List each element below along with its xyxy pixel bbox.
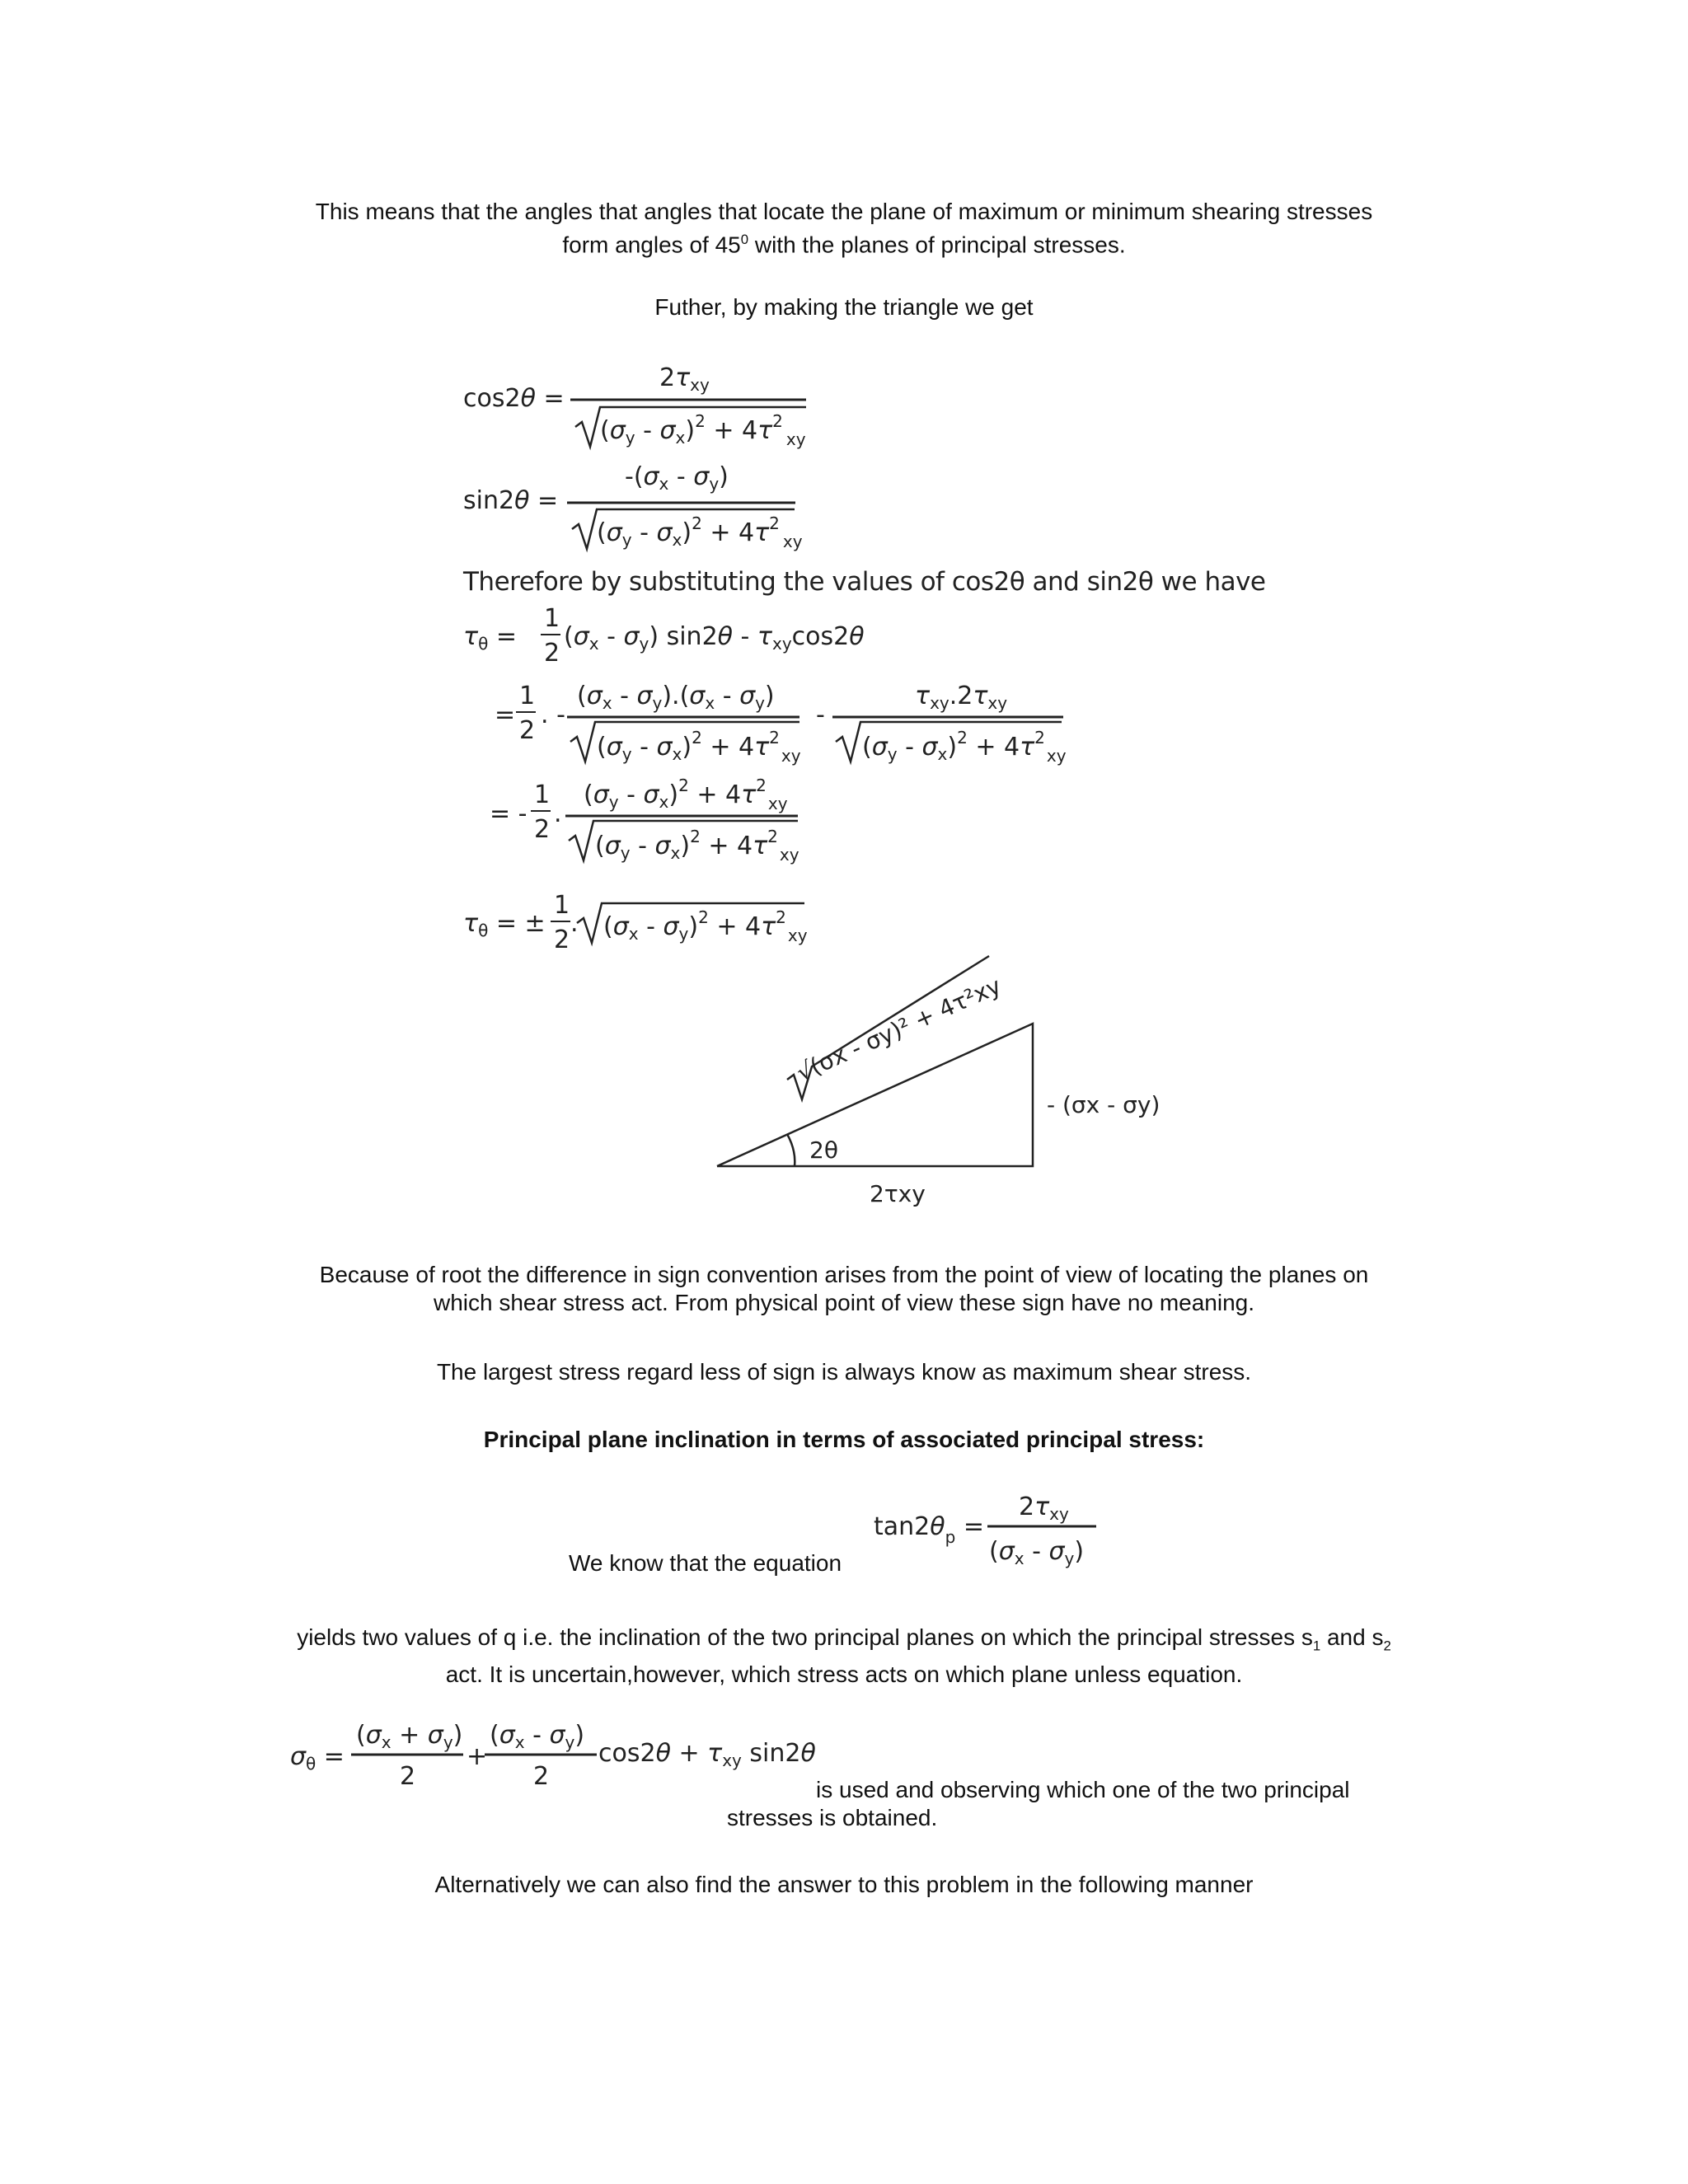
eq-sigma-tail: $\cos 2\theta + \tau_{xy}$ sin2θ xyxy=(598,1739,816,1770)
paragraph-two-values xyxy=(231,1624,1457,1689)
fraction-den: 2 xyxy=(554,926,570,954)
fraction-num: 1 xyxy=(519,682,536,710)
paragraph-is-used xyxy=(692,1776,1517,1832)
eq-sin2theta-num: $-(\sigma_x - \sigma_y)$ xyxy=(625,462,729,494)
superscript: 0 xyxy=(740,232,749,247)
eq-line2-minus: - xyxy=(816,701,825,729)
triangle-vertical-label: - (σx - σy) xyxy=(1047,1091,1160,1118)
eq-line2-dot: . - xyxy=(541,701,565,729)
fraction-num: 1 xyxy=(534,780,551,809)
eq-tan-num: $2\tau_{xy}$ xyxy=(1019,1493,1069,1524)
paragraph-line: is used and observing which one of the two principal xyxy=(816,1777,1350,1802)
eq-line4-dot: . xyxy=(570,909,579,938)
eq-tau-theta-line1-rhs: $(\sigma_x - \sigma_y)$ $\sin 2\theta - \tau_{xy}\cos 2\theta$ xyxy=(564,622,865,654)
eq-sigma-den1: 2 xyxy=(400,1762,416,1791)
eq-sigma-num2: $(\sigma_x - \sigma_y)$ xyxy=(490,1721,585,1752)
equation-block xyxy=(453,354,1266,956)
paragraph-principal-angle-intro xyxy=(206,198,1482,259)
section-heading: Principal plane inclination in terms of associated principal stress: xyxy=(483,1427,1205,1452)
text-span: with the planes of principal stresses. xyxy=(748,232,1126,258)
eq-cos2theta-lhs: cos2θ = xyxy=(463,384,565,413)
paragraph-sign-convention xyxy=(206,1261,1482,1317)
fraction-den: 2 xyxy=(534,815,551,844)
eq-line2-num1: $(\sigma_x - \sigma_y).(\sigma_x - \sigma_y)$ xyxy=(577,682,775,713)
eq-line4-lhs: $\tau_\theta$ = ± xyxy=(463,909,546,940)
triangle-hypotenuse-label: √(σx - σy)² + 4τ²xy xyxy=(792,972,1006,1087)
eq-therefore-line: Therefore by substituting the values of cos2θ and sin2θ we have xyxy=(463,567,1266,597)
eq-line3-dot: . xyxy=(554,799,562,828)
triangle-angle-label: 2θ xyxy=(809,1137,838,1164)
fraction-den: 2 xyxy=(519,716,536,745)
eq-sigma-plus: + xyxy=(467,1742,488,1771)
paragraph-line xyxy=(206,226,1482,259)
subscript: 2 xyxy=(1383,1638,1391,1654)
triangle-diagram xyxy=(709,956,1203,1220)
paragraph-line xyxy=(231,1624,1457,1661)
eq-sigma-lhs: $\sigma_\theta$ = xyxy=(290,1742,345,1774)
eq-line3-den: $(\sigma_y - \sigma_x)^2 + 4\tau^2_{xy}$ xyxy=(595,827,799,865)
text-span: yields two values of q i.e. the inclination of the two principal planes on which the principal stresses s xyxy=(297,1624,1313,1650)
paragraph-largest-stress: The largest stress regard less of sign is always know as maximum shear stress. xyxy=(436,1359,1252,1385)
eq-cos2theta-den: $(\sigma_y - \sigma_x)^2 + 4\tau^2_{xy}$ xyxy=(600,411,806,449)
paragraph-line: act. It is uncertain,however, which stress acts on which plane unless equation. xyxy=(445,1661,1243,1687)
tan2thetap-equation xyxy=(865,1483,1113,1582)
paragraph-alternatively: Alternatively we can also find the answer to this problem in the following manner xyxy=(434,1872,1254,1897)
eq-tan-lhs: $\tan 2\theta_p$ = xyxy=(874,1512,984,1547)
eq-cos2theta-num: $2\tau_{xy}$ xyxy=(659,363,710,395)
eq-line2-den1: $(\sigma_y - \sigma_x)^2 + 4\tau^2_{xy}$ xyxy=(597,728,801,766)
eq-line3-num: $(\sigma_y - \sigma_x)^2 + 4\tau^2_{xy}$ xyxy=(584,776,788,813)
angle-arc xyxy=(787,1134,795,1166)
subscript: 1 xyxy=(1312,1638,1321,1654)
eq-line2-equals: = xyxy=(495,701,516,729)
text-span: form angles of 45 xyxy=(562,232,741,258)
fraction-num: 1 xyxy=(544,604,560,633)
paragraph-triangle-intro: Futher, by making the triangle we get xyxy=(654,294,1034,320)
fraction-den: 2 xyxy=(544,639,560,668)
fraction-num: 1 xyxy=(554,891,570,920)
paragraph-line: Because of root the difference in sign convention arises from the point of view of locating the planes on xyxy=(319,1262,1369,1287)
eq-line2-den2: $(\sigma_y - \sigma_x)^2 + 4\tau^2_{xy}$ xyxy=(862,728,1067,766)
eq-line3-equals: = - xyxy=(490,799,528,828)
eq-sin2theta-den: $(\sigma_y - \sigma_x)^2 + 4\tau^2_{xy}$ xyxy=(597,513,803,551)
paragraph-we-know: We know that the equation xyxy=(569,1550,842,1576)
triangle-base-label: 2τxy xyxy=(870,1180,926,1207)
paragraph-line: stresses is obtained. xyxy=(727,1805,938,1830)
eq-sigma-den2: 2 xyxy=(533,1762,550,1791)
text-span: and s xyxy=(1320,1624,1384,1650)
eq-tau-theta-line1-lhs: $\tau_\theta$ = xyxy=(463,622,517,654)
eq-sigma-num1: $(\sigma_x + \sigma_y)$ xyxy=(356,1721,463,1752)
eq-sin2theta-lhs: sin2θ = xyxy=(463,486,559,515)
paragraph-line: This means that the angles that angles that locate the plane of maximum or minimum shearing stresses xyxy=(315,199,1373,224)
paragraph-line: which shear stress act. From physical point of view these sign have no meaning. xyxy=(433,1290,1255,1315)
eq-line4-rad: $(\sigma_x - \sigma_y)^2 + 4\tau^2_{xy}$ xyxy=(603,907,808,945)
eq-line2-num2: $\tau_{xy}.2\tau_{xy}$ xyxy=(915,682,1008,713)
eq-tan-den: $(\sigma_x - \sigma_y)$ xyxy=(989,1537,1085,1568)
